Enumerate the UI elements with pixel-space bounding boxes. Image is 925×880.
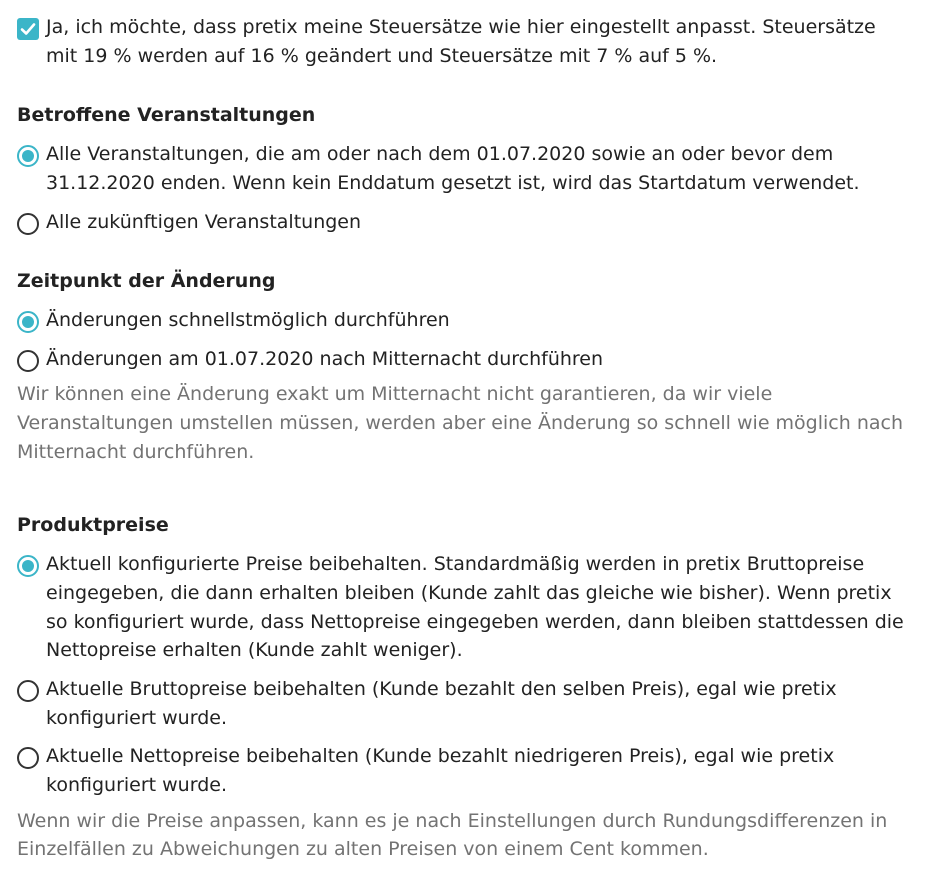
prices-radio-net[interactable] <box>17 747 39 769</box>
events-radio-future[interactable] <box>17 213 39 235</box>
events-option-label: Alle zukünftigen Veranstaltungen <box>46 210 362 233</box>
events-radio-date-range[interactable] <box>17 145 39 167</box>
tax-change-form <box>17 13 912 864</box>
timing-option-asap[interactable] <box>17 306 912 335</box>
timing-help-text: Wir können eine Änderung exakt um Mitternacht nicht garantieren, da wir viele Veranstaltungen umstellen müssen, werden aber eine Änderung so schnell wie möglich nach Mitternacht durchführen. <box>17 383 904 463</box>
prices-radio-configured[interactable] <box>17 555 39 577</box>
timing-option-label: Änderungen schnellstmöglich durchführen <box>46 308 450 331</box>
prices-heading: Produktpreise <box>17 514 169 537</box>
prices-option-label: Aktuelle Bruttopreise beibehalten (Kunde bezahlt den selben Preis), egal wie pretix konfiguriert wurde. <box>46 677 837 729</box>
consent-row[interactable] <box>17 13 912 70</box>
events-option-label: Alle Veranstaltungen, die am oder nach dem 01.07.2020 sowie an oder bevor dem 31.12.2020 enden. Wenn kein Enddatum gesetzt ist, wird das Startdatum verwendet. <box>46 143 860 194</box>
timing-option-label: Änderungen am 01.07.2020 nach Mitternacht durchführen <box>46 347 604 370</box>
consent-label: Ja, ich möchte, dass pretix meine Steuersätze wie hier eingestellt anpasst. Steuersätze mit 19 % werden auf 16 % geändert und Steuersätze mit 7 % auf 5 %. <box>46 16 876 67</box>
events-option-date-range[interactable] <box>17 140 912 197</box>
prices-option-label: Aktuelle Nettopreise beibehalten (Kunde bezahlt niedrigeren Preis), egal wie pretix konfiguriert wurde. <box>46 745 835 797</box>
prices-option-label: Aktuell konfigurierte Preise beibehalten. Standardmäßig werden in pretix Bruttopreise eingegeben, die dann erhalten bleiben (Kunde zahlt das gleiche wie bisher). Wenn pretix so konfiguriert wurde, dass Nettopreise eingegeben werden, dann bleiben stattdessen die Nettopreise erhalten (Kunde zahlt weniger). <box>46 553 904 662</box>
timing-radio-asap[interactable] <box>17 311 39 333</box>
prices-option-configured[interactable] <box>17 550 912 665</box>
prices-option-net[interactable] <box>17 742 912 799</box>
prices-option-gross[interactable] <box>17 675 912 732</box>
timing-radio-midnight[interactable] <box>17 350 39 372</box>
checkmark-icon <box>17 18 39 40</box>
timing-option-midnight[interactable] <box>17 345 912 374</box>
prices-help-text: Wenn wir die Preise anpassen, kann es je nach Einstellungen durch Rundungsdifferenzen in Einzelfällen zu Abweichungen zu alten Preisen von einem Cent kommen. <box>17 809 888 861</box>
timing-heading: Zeitpunkt der Änderung <box>17 270 276 293</box>
events-heading: Betroffene Veranstaltungen <box>17 104 316 127</box>
events-option-future[interactable] <box>17 208 912 237</box>
consent-checkbox[interactable] <box>17 18 39 40</box>
prices-radio-gross[interactable] <box>17 680 39 702</box>
